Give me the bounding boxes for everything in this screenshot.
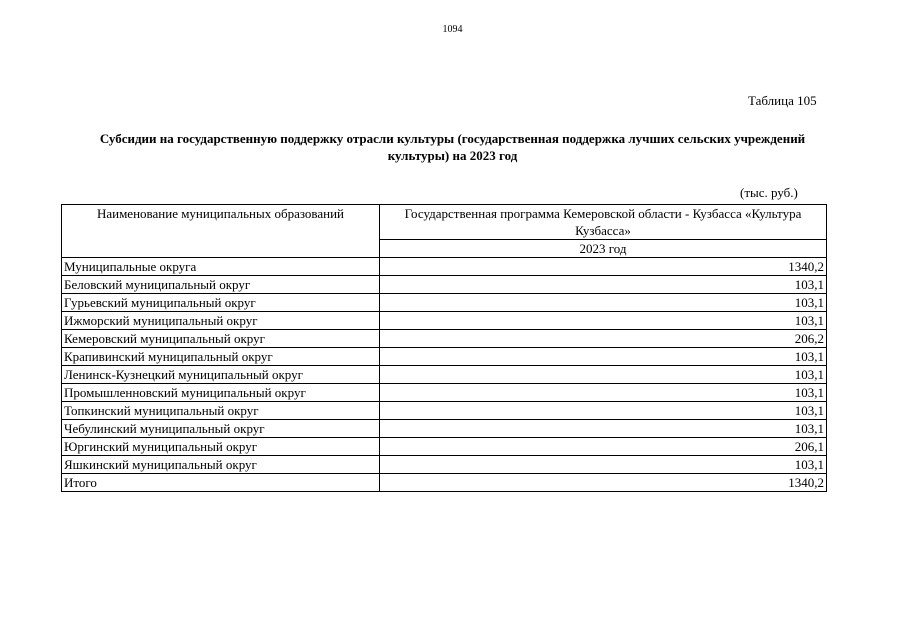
subsidy-value: 206,2	[380, 330, 827, 348]
subsidy-value: 103,1	[380, 420, 827, 438]
group-name: Муниципальные округа	[62, 258, 380, 276]
municipality-name: Гурьевский муниципальный округ	[62, 294, 380, 312]
table-row	[62, 366, 827, 384]
table-row	[62, 438, 827, 456]
municipality-name: Беловский муниципальный округ	[62, 276, 380, 294]
page-number: 1094	[442, 24, 463, 35]
group-row	[62, 258, 827, 276]
municipality-name: Ижморский муниципальный округ	[62, 312, 380, 330]
table-row	[62, 330, 827, 348]
subsidy-value: 103,1	[380, 348, 827, 366]
municipality-name: Юргинский муниципальный округ	[62, 438, 380, 456]
table-label: Таблица 105	[748, 93, 817, 108]
table-row	[62, 348, 827, 366]
total-row	[62, 474, 827, 492]
subsidy-value: 103,1	[380, 456, 827, 474]
table-row	[62, 456, 827, 474]
document-title: Субсидии на государственную поддержку отрасли культуры (государственная поддержка лучших сельских учреждений культуры) на 2023 год	[99, 131, 806, 163]
units-label: (тыс. руб.)	[740, 185, 798, 200]
subsidy-value: 103,1	[380, 294, 827, 312]
subsidy-value: 103,1	[380, 384, 827, 402]
subsidy-value: 103,1	[380, 366, 827, 384]
table-row	[62, 294, 827, 312]
municipality-name: Крапивинский муниципальный округ	[62, 348, 380, 366]
total-value: 1340,2	[380, 474, 827, 492]
subsidy-value: 103,1	[380, 312, 827, 330]
table-row	[62, 384, 827, 402]
subsidy-value: 103,1	[380, 402, 827, 420]
municipality-name: Яшкинский муниципальный округ	[62, 456, 380, 474]
header-municipality: Наименование муниципальных образований	[62, 205, 380, 258]
header-year: 2023 год	[380, 240, 827, 258]
group-value: 1340,2	[380, 258, 827, 276]
municipality-name: Промышленновский муниципальный округ	[62, 384, 380, 402]
table-row	[62, 420, 827, 438]
municipality-name: Топкинский муниципальный округ	[62, 402, 380, 420]
table-row	[62, 402, 827, 420]
municipality-name: Кемеровский муниципальный округ	[62, 330, 380, 348]
municipality-name: Чебулинский муниципальный округ	[62, 420, 380, 438]
total-name: Итого	[62, 474, 380, 492]
table-row	[62, 312, 827, 330]
municipality-name: Ленинск-Кузнецкий муниципальный округ	[62, 366, 380, 384]
subsidy-table	[61, 204, 827, 492]
subsidy-value: 206,1	[380, 438, 827, 456]
table-row	[62, 276, 827, 294]
header-program: Государственная программа Кемеровской области - Кузбасса «Культура Кузбасса»	[380, 205, 827, 240]
subsidy-value: 103,1	[380, 276, 827, 294]
header-row	[62, 205, 827, 240]
table-body	[62, 205, 827, 492]
